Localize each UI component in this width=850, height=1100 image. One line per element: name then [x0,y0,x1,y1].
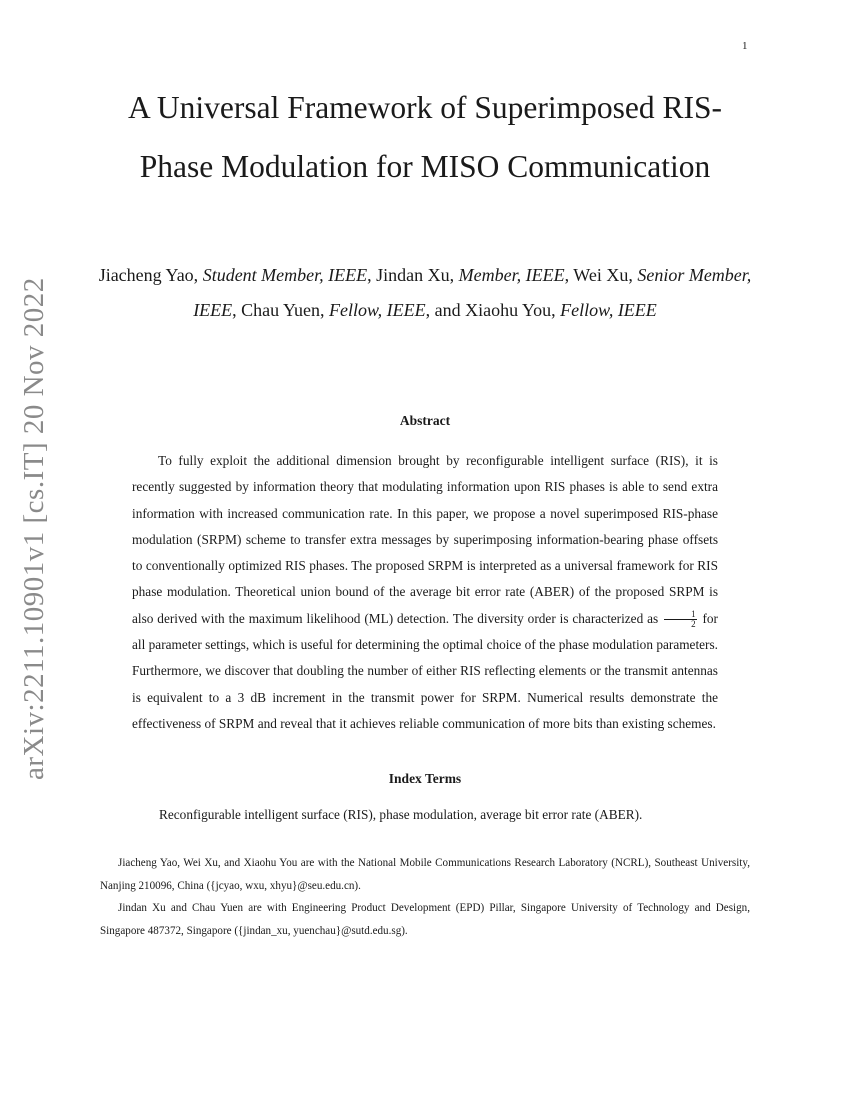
page-number: 1 [742,40,748,52]
footnote-affiliation-sutd: Jindan Xu and Chau Yuen are with Engineering Product Development (EPD) Pillar, Singapore University of Technology and Design, Singapore 487372, Singapore ({jindan_xu, yuenchau}@sutd.edu.sg). [100,902,750,937]
affiliation-footnotes [100,852,750,942]
fraction-denominator: 2 [691,619,696,630]
author-membership: Student Member, IEEE [202,265,368,285]
abstract-text-part-1: To fully exploit the additional dimension brought by reconfigurable intelligent surface (RIS), it is recently suggested by information theory that modulating information upon RIS phases is able to send extra information with increased communication rate. In this paper, we propose a novel superimposed RIS-phase modulation (SRPM) scheme to transfer extra messages by superimposing information-bearing phase offsets to conventionally optimized RIS phases. The proposed SRPM is interpreted as a universal framework for RIS phase modulation. Theoretical union bound of the average bit error rate (ABER) of the proposed SRPM is also derived with the maximum likelihood (ML) detection. The diversity order is characterized as [132,453,718,626]
arxiv-identifier-stamp: arXiv:2211.10901v1 [cs.IT] 20 Nov 2022 [18,277,50,780]
author-membership: Fellow, IEEE [329,300,426,320]
footnote-affiliation-seu: Jiacheng Yao, Wei Xu, and Xiaohu You are with the National Mobile Communications Research Laboratory (NCRL), Southeast University, Nanjing 210096, China ({jcyao, wxu, xhyu}@seu.edu.cn). [100,857,750,892]
paper-title: A Universal Framework of Superimposed RIS-Phase Modulation for MISO Communication [127,90,723,184]
author-name: , Wei Xu, [564,265,638,285]
fraction-numerator: 1 [664,610,697,620]
abstract-body [132,448,718,737]
author-name: , Jindan Xu, [367,265,459,285]
index-terms-text: Reconfigurable intelligent surface (RIS), phase modulation, average bit error rate (ABER). [159,807,643,822]
abstract-text-part-2: for all parameter settings, which is useful for determining the optimal choice of the phase modulation parameters. Furthermore, we discover that doubling the number of either RIS reflecting elements or the transmit antennas is equivalent to a 3 dB increment in the transmit power for SRPM. Numerical results demonstrate the effectiveness of SRPM and reveal that it achieves reliable communication of more bits than existing schemes. [132,610,718,731]
author-membership: Member, IEEE [458,265,565,285]
author-name: Jiacheng Yao, [98,265,203,285]
author-name: , Chau Yuen, [232,300,329,320]
author-membership: Senior Member, IEEE [193,265,752,320]
author-list [80,258,770,328]
author-membership: Fellow, IEEE [560,300,657,320]
author-name: , and Xiaohu You, [425,300,561,320]
abstract-heading: Abstract [399,413,451,428]
index-terms-heading: Index Terms [388,771,462,786]
fraction-one-half [664,610,697,629]
